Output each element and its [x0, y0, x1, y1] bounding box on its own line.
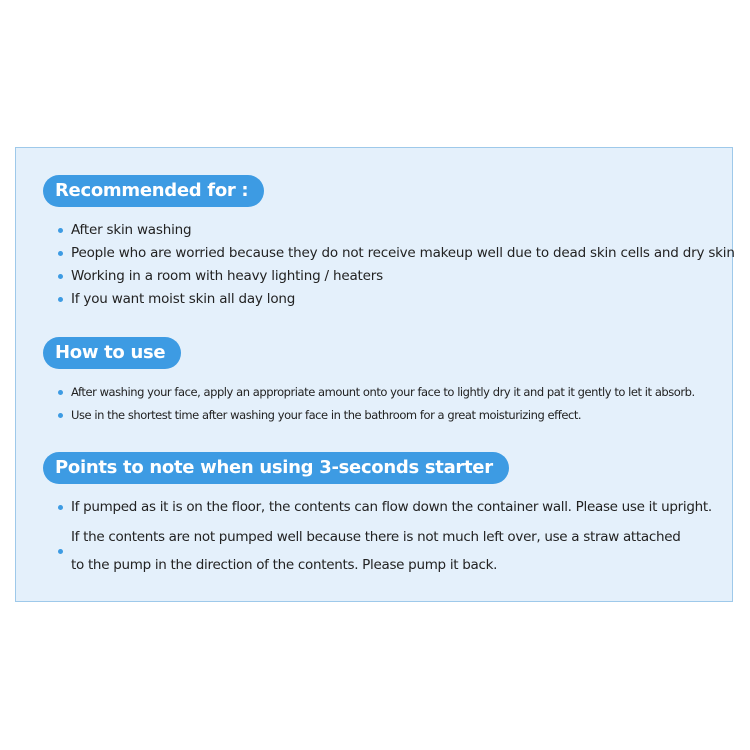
bullet-icon — [58, 274, 63, 279]
how-to-use-list — [56, 381, 695, 427]
bullet-icon — [58, 413, 63, 418]
recommended-heading: Recommended for : — [43, 175, 264, 207]
recommended-list — [56, 219, 735, 311]
list-item: If you want moist skin all day long — [56, 288, 735, 311]
how-to-use-heading: How to use — [43, 337, 181, 369]
points-to-note-heading: Points to note when using 3-seconds starter — [43, 452, 509, 484]
bullet-icon — [58, 505, 63, 510]
bullet-icon — [58, 549, 63, 554]
bullet-icon — [58, 297, 63, 302]
bullet-icon — [58, 251, 63, 256]
bullet-icon — [58, 228, 63, 233]
list-item: After skin washing — [56, 219, 735, 242]
list-item: After washing your face, apply an appropriate amount onto your face to lightly dry it and pat it gently to let it absorb. — [56, 381, 695, 404]
list-item: Working in a room with heavy lighting / heaters — [56, 265, 735, 288]
info-panel — [15, 147, 733, 602]
points-to-note-list — [56, 493, 712, 579]
list-item: If pumped as it is on the floor, the contents can flow down the container wall. Please use it upright. — [56, 493, 712, 523]
bullet-icon — [58, 390, 63, 395]
list-item: Use in the shortest time after washing your face in the bathroom for a great moisturizing effect. — [56, 404, 695, 427]
list-item: If the contents are not pumped well because there is not much left over, use a straw attached to the pump in the direction of the contents. Please pump it back. — [56, 523, 712, 579]
list-item: People who are worried because they do not receive makeup well due to dead skin cells and dry skin — [56, 242, 735, 265]
